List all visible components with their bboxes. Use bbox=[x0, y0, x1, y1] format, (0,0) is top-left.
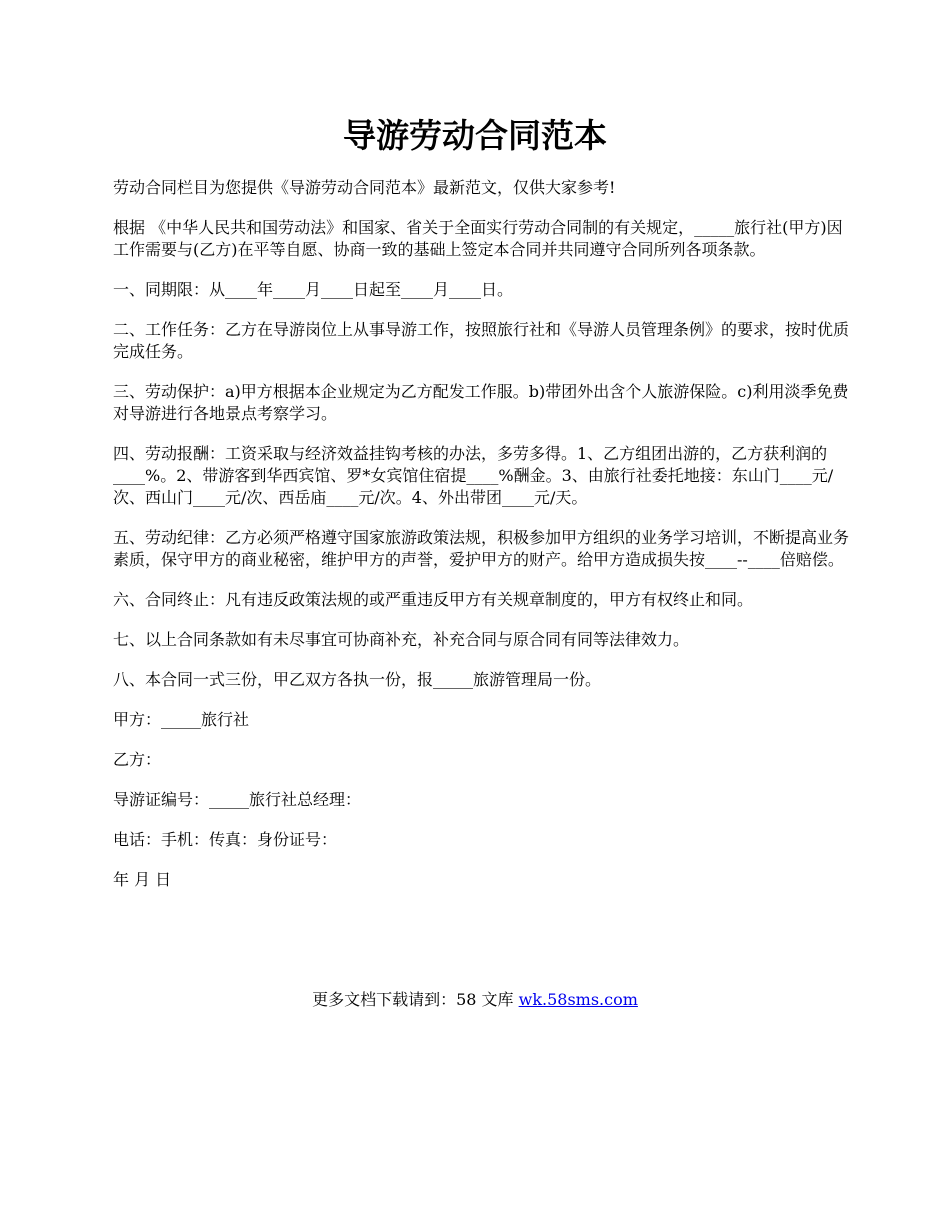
party-a-line: 甲方：_____旅行社 bbox=[113, 710, 250, 729]
guide-id-line: 导游证编号：_____旅行社总经理： bbox=[113, 790, 362, 809]
document-body bbox=[113, 177, 853, 909]
date-line: 年 月 日 bbox=[113, 870, 172, 889]
party-b-line: 乙方： bbox=[113, 750, 162, 769]
clause-labor-protection: 三、劳动保护：a)甲方根据本企业规定为乙方配发工作服。b)带团外出含个人旅游保险。c)利用淡季免费对导游进行各地景点考察学习。 bbox=[113, 382, 849, 423]
clause-term: 一、同期限：从____年____月____日起至____月____日。 bbox=[113, 280, 514, 299]
clause-discipline: 五、劳动纪律：乙方必须严格遵守国家旅游政策法规，积极参加甲方组织的业务学习培训，不断提高业务素质，保守甲方的商业秘密，维护甲方的声誉，爱护甲方的财产。给甲方造成损失按____--____倍赔偿。 bbox=[113, 528, 850, 569]
contact-line: 电话：手机：传真：身份证号： bbox=[113, 830, 338, 849]
download-footer bbox=[0, 988, 950, 1012]
clause-copies: 八、本合同一式三份，甲乙双方各执一份，报_____旅游管理局一份。 bbox=[113, 670, 602, 689]
clause-work-task: 二、工作任务：乙方在导游岗位上从事导游工作，按照旅行社和《导游人员管理条例》的要求，按时优质完成任务。 bbox=[113, 320, 850, 361]
footer-link[interactable]: wk.58sms.com bbox=[518, 990, 638, 1009]
footer-text: 更多文档下载请到：58 文库 bbox=[312, 990, 519, 1009]
clause-remuneration: 四、劳动报酬：工资采取与经济效益挂钩考核的办法，多劳多得。1、乙方组团出游的，乙方获利润的____%。2、带游客到华西宾馆、罗*女宾馆住宿提____%酬金。3、由旅行社委托地接：东山门____元/次、西山门____元/次、西岳庙____元/次。4、外出带团____元/天。 bbox=[113, 444, 834, 507]
document-title: 导游劳动合同范本 bbox=[343, 116, 607, 155]
preamble-paragraph: 根据 《中华人民共和国劳动法》和国家、省关于全面实行劳动合同制的有关规定，_____旅行社(甲方)因工作需要与(乙方)在平等自愿、协商一致的基础上签定本合同并共同遵守合同所列各项条款。 bbox=[113, 218, 843, 259]
clause-termination: 六、合同终止：凡有违反政策法规的或严重违反甲方有关规章制度的，甲方有权终止和同。 bbox=[113, 590, 754, 609]
clause-supplement: 七、以上合同条款如有未尽事宜可协商补充，补充合同与原合同有同等法律效力。 bbox=[113, 630, 690, 649]
intro-paragraph: 劳动合同栏目为您提供《导游劳动合同范本》最新范文，仅供大家参考! bbox=[113, 178, 616, 197]
